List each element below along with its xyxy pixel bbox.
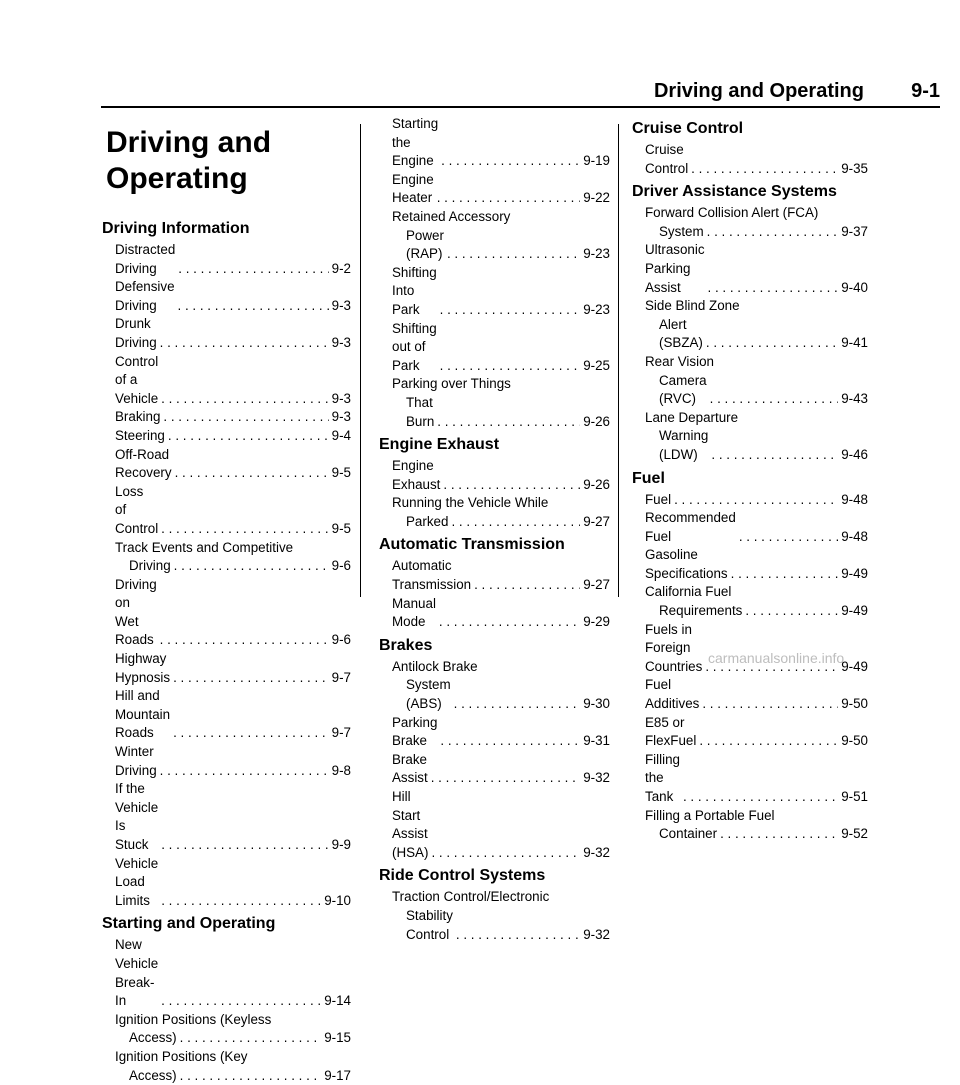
toc-entry-row — [379, 394, 610, 431]
section-heading-driver-assistance-systems: Driver Assistance Systems — [632, 183, 837, 201]
dot-leader — [437, 189, 580, 208]
toc-column-1 — [102, 115, 351, 1085]
toc-entry-label: Filling the Tank — [645, 751, 684, 804]
toc-list — [379, 115, 610, 944]
toc-entry-label: Recommended Fuel — [645, 510, 740, 544]
dot-leader — [161, 836, 328, 855]
toc-entry-label-line-1: Rear Vision — [645, 353, 714, 369]
toc-entry-page: 9-46 — [841, 446, 868, 462]
toc-entry[interactable] — [379, 264, 610, 320]
toc-entry-label-line-1: Filling a Portable Fuel — [645, 807, 775, 823]
toc-entry-label-line-1: Track Events and Competitive — [115, 539, 294, 555]
toc-entry-label-line-1: Running the Vehicle While — [392, 495, 549, 511]
toc-entry-row — [632, 241, 868, 297]
toc-entry-page: 9-50 — [841, 696, 868, 712]
toc-entry-label-line-1: Parking over Things — [392, 376, 511, 392]
toc-entry-row — [379, 320, 610, 376]
toc-entry-page: 9-30 — [583, 696, 610, 712]
toc-entry-label: Power (RAP) — [406, 227, 448, 262]
toc-entry-label: Starting the Engine — [392, 116, 442, 169]
toc-entry-page: 9-3 — [331, 334, 351, 350]
toc-entry-page: 9-48 — [841, 528, 868, 544]
toc-entry-page: 9-15 — [324, 1030, 351, 1046]
toc-entry-label: Parked — [406, 513, 449, 529]
section-heading-starting-and-operating: Starting and Operating — [102, 915, 276, 933]
toc-entry-row — [102, 315, 351, 352]
toc-entry-page: 9-26 — [583, 476, 610, 492]
toc-entry-row — [632, 751, 868, 807]
toc-entry-label: Gasoline Specifications — [645, 547, 728, 581]
section-heading-ride-control-systems: Ride Control Systems — [379, 867, 546, 885]
toc-entry[interactable] — [632, 714, 868, 751]
toc-entry-page: 9-35 — [841, 160, 868, 176]
toc-entry[interactable] — [379, 788, 610, 862]
toc-entry[interactable] — [102, 743, 351, 780]
toc-entry-label: That Burn — [406, 394, 437, 429]
toc-entry-label: System — [659, 223, 704, 239]
toc-entry-label: Defensive Driving — [115, 279, 179, 313]
toc-entry-row — [379, 907, 610, 944]
toc-entry-row — [102, 446, 351, 483]
toc-entry-label-line-1: Ignition Positions (Keyless — [115, 1011, 272, 1027]
toc-entry-row — [632, 509, 868, 546]
toc-entry-row — [102, 576, 351, 650]
toc-entry-page: 9-19 — [583, 153, 610, 169]
toc-entry-page: 9-23 — [583, 301, 610, 317]
toc-entry[interactable] — [102, 1048, 351, 1085]
toc-entry[interactable] — [102, 241, 351, 278]
toc-entry-label: Engine Heater — [392, 171, 438, 206]
dot-leader — [161, 892, 321, 911]
dot-leader — [456, 926, 580, 945]
dot-leader — [691, 160, 838, 179]
toc-entry[interactable] — [102, 408, 351, 427]
toc-entry-page: 9-37 — [841, 223, 868, 239]
toc-entry[interactable] — [632, 241, 868, 297]
toc-entry[interactable] — [379, 457, 610, 494]
toc-entry-page: 9-5 — [331, 520, 351, 536]
toc-entry-label-line-1: California Fuel — [645, 584, 732, 600]
toc-entry[interactable] — [102, 483, 351, 539]
toc-entry[interactable] — [102, 1011, 351, 1048]
toc-entry[interactable] — [379, 115, 610, 171]
dot-leader — [447, 245, 580, 264]
dot-leader — [173, 724, 329, 743]
dot-leader — [443, 476, 580, 495]
toc-entry-row — [632, 676, 868, 713]
toc-entry-page: 9-2 — [331, 260, 351, 276]
toc-list — [632, 119, 868, 844]
toc-entry[interactable] — [379, 714, 610, 751]
toc-entry-page: 9-49 — [841, 565, 868, 581]
toc-column-3 — [632, 115, 868, 844]
toc-entry-label: Stability Control — [406, 907, 457, 942]
toc-entry[interactable] — [632, 297, 868, 353]
toc-column-2 — [379, 115, 610, 944]
dot-leader — [168, 427, 329, 446]
toc-entry-label: Access) — [129, 1067, 177, 1083]
toc-entry-page: 9-6 — [331, 558, 351, 574]
toc-entry-page: 9-6 — [331, 632, 351, 648]
toc-entry-page: 9-52 — [841, 826, 868, 842]
toc-entry-page: 9-49 — [841, 603, 868, 619]
toc-entry-page: 9-25 — [583, 357, 610, 373]
chapter-title-line-1: Driving and — [106, 126, 272, 159]
toc-entry-label: Alert (SBZA) — [659, 316, 703, 351]
section-heading-brakes: Brakes — [379, 636, 433, 654]
toc-entry[interactable] — [379, 171, 610, 208]
toc-entry-label: Engine Exhaust — [392, 458, 441, 492]
toc-entry-label-line-1: Retained Accessory — [392, 208, 511, 224]
toc-entry-row — [102, 353, 351, 409]
dot-leader — [437, 413, 580, 432]
toc-entry[interactable] — [632, 751, 868, 807]
toc-entry-row — [632, 141, 868, 178]
toc-list — [102, 219, 351, 1085]
dot-leader — [439, 613, 580, 632]
dot-leader — [160, 631, 329, 650]
toc-entry[interactable] — [632, 676, 868, 713]
toc-entry-label: Braking — [115, 409, 161, 425]
chapter-title — [106, 125, 351, 197]
toc-entry-page: 9-29 — [583, 614, 610, 630]
dot-leader — [711, 446, 838, 465]
toc-entry[interactable] — [379, 751, 610, 788]
toc-entry-row — [379, 264, 610, 320]
toc-entry-label: Fuel — [645, 491, 672, 507]
toc-entry-row — [102, 1067, 351, 1085]
dot-leader — [175, 464, 329, 483]
toc-entry-label: Driving — [129, 558, 171, 574]
toc-entry-label: Fuel Additives — [645, 677, 700, 712]
toc-entry-label: Shifting Into Park — [392, 264, 441, 317]
toc-entry-label: Access) — [129, 1030, 177, 1046]
toc-entry-page: 9-32 — [583, 926, 610, 942]
toc-entry-page: 9-48 — [841, 491, 868, 507]
toc-entry-page: 9-32 — [583, 770, 610, 786]
dot-leader — [431, 769, 580, 788]
toc-entry-row — [632, 546, 868, 583]
toc-entry-label: Hill Start Assist (HSA) — [392, 789, 432, 860]
toc-entry-row — [102, 650, 351, 687]
toc-entry-label-line-1: Ignition Positions (Key — [115, 1048, 248, 1064]
dot-leader — [180, 1067, 322, 1085]
toc-entry-label: Requirements — [659, 603, 743, 619]
toc-entry[interactable] — [379, 494, 610, 531]
section-heading-engine-exhaust: Engine Exhaust — [379, 436, 500, 454]
toc-entry-row — [632, 372, 868, 409]
toc-entry[interactable] — [379, 375, 610, 431]
toc-entry[interactable] — [102, 576, 351, 650]
toc-entry-row — [379, 115, 610, 171]
toc-entry[interactable] — [632, 204, 868, 241]
toc-entry-page: 9-27 — [583, 577, 610, 593]
toc-entry-label: Manual Mode — [392, 595, 440, 630]
toc-entry-label: Vehicle Load Limits — [115, 855, 162, 908]
toc-entry-page: 9-32 — [583, 844, 610, 860]
toc-entry-row — [379, 788, 610, 862]
toc-entry-label-line-1: Traction Control/Electronic — [392, 889, 550, 905]
toc-entry-label: Cruise Control — [645, 142, 689, 176]
dot-leader — [683, 788, 838, 807]
toc-entry[interactable] — [379, 208, 610, 264]
toc-entry-page: 9-3 — [331, 297, 351, 313]
toc-entry-row — [379, 595, 610, 632]
section-heading-fuel: Fuel — [632, 469, 665, 487]
toc-entry-label-line-1: Side Blind Zone — [645, 298, 740, 314]
toc-entry[interactable] — [379, 595, 610, 632]
toc-entry[interactable] — [379, 557, 610, 594]
toc-entry[interactable] — [102, 687, 351, 743]
toc-entry-label: Loss of Control — [115, 483, 159, 536]
toc-entry-row — [102, 557, 351, 576]
toc-entry-page: 9-26 — [583, 413, 610, 429]
dot-leader — [707, 223, 839, 242]
toc-entry-label: Warning (LDW) — [659, 428, 713, 462]
section-heading-driving-information: Driving Information — [102, 220, 250, 237]
toc-entry-label: If the Vehicle Is Stuck — [115, 781, 162, 852]
toc-entry-label: Brake Assist — [392, 751, 430, 786]
toc-entry-page: 9-31 — [583, 733, 610, 749]
toc-entry-page: 9-4 — [331, 427, 351, 443]
dot-leader — [454, 695, 581, 714]
toc-entry[interactable] — [102, 353, 351, 409]
toc-entry-page: 9-10 — [324, 892, 351, 908]
dot-leader — [160, 762, 329, 781]
toc-entry-row — [379, 557, 610, 594]
toc-entry-label: Control of a Vehicle — [115, 353, 162, 406]
toc-entry-row — [102, 427, 351, 446]
toc-entry-row — [379, 714, 610, 751]
section-heading-automatic-transmission: Automatic Transmission — [379, 536, 565, 554]
toc-entry-page: 9-41 — [841, 335, 868, 351]
dot-leader — [739, 528, 838, 547]
toc-entry-label: Hill and Mountain Roads — [115, 688, 174, 741]
toc-entry-page: 9-9 — [331, 837, 351, 852]
toc-entry-label: Highway Hypnosis — [115, 651, 171, 685]
toc-entry-page: 9-43 — [841, 391, 868, 407]
toc-entry-row — [379, 171, 610, 208]
dot-leader — [431, 844, 580, 863]
toc-entry-row — [102, 687, 351, 743]
toc-entry-page: 9-3 — [331, 409, 351, 425]
toc-entry-page: 9-17 — [324, 1067, 351, 1083]
toc-entry[interactable] — [632, 141, 868, 178]
toc-entry-row — [102, 780, 351, 854]
toc-entry-label: Shifting out of Park — [392, 320, 441, 373]
toc-entry-label: Off-Road Recovery — [115, 446, 173, 481]
dot-leader — [440, 301, 581, 320]
dot-leader — [474, 576, 580, 595]
toc-entry[interactable] — [632, 621, 868, 677]
toc-entry-row — [632, 427, 868, 464]
toc-entry[interactable] — [632, 509, 868, 546]
toc-entry-row — [102, 855, 351, 911]
watermark: carmanualsonline.info — [708, 650, 845, 666]
toc-entry[interactable] — [102, 936, 351, 1010]
toc-entry-page: 9-23 — [583, 246, 610, 262]
toc-entry-page: 9-51 — [841, 789, 868, 804]
dot-leader — [441, 152, 580, 171]
toc-entry-page: 9-5 — [331, 465, 351, 481]
toc-entry-row — [632, 825, 868, 844]
dot-leader — [745, 602, 838, 621]
toc-entry-row — [379, 676, 610, 713]
dot-leader — [720, 825, 838, 844]
dot-leader — [699, 732, 838, 751]
column-divider-1 — [360, 124, 361, 597]
toc-entry-row — [632, 621, 868, 677]
running-header-page-number: 9-1 — [911, 80, 940, 102]
toc-entry[interactable] — [102, 780, 351, 854]
dot-leader — [708, 279, 839, 298]
toc-entry-label: Fuels in Foreign Countries — [645, 621, 703, 674]
toc-entry-page: 9-3 — [331, 390, 351, 406]
dot-leader — [160, 334, 329, 353]
toc-entry-row — [379, 227, 610, 264]
toc-entry-row — [102, 1029, 351, 1048]
toc-entry-row — [102, 278, 351, 315]
dot-leader — [180, 1029, 322, 1048]
toc-entry-label: Parking Brake — [392, 714, 442, 749]
toc-entry[interactable] — [102, 446, 351, 483]
toc-entry-row — [632, 491, 868, 510]
chapter-title-line-2: Operating — [106, 162, 248, 195]
toc-entry[interactable] — [379, 320, 610, 376]
toc-entry-row — [379, 457, 610, 494]
toc-entry-row — [632, 316, 868, 353]
toc-entry-row — [102, 483, 351, 539]
toc-entry-page: 9-22 — [583, 190, 610, 206]
toc-entry[interactable] — [102, 278, 351, 315]
dot-leader — [174, 557, 329, 576]
toc-entry[interactable] — [379, 658, 610, 714]
toc-entry[interactable] — [632, 491, 868, 510]
toc-entry[interactable] — [102, 427, 351, 446]
toc-entry[interactable] — [632, 409, 868, 465]
toc-entry-label: E85 or FlexFuel — [645, 714, 697, 749]
toc-entry-row — [102, 743, 351, 780]
toc-entry-label: Driving on Wet Roads — [115, 576, 161, 648]
toc-entry-row — [379, 513, 610, 532]
dot-leader — [161, 520, 328, 539]
toc-entry-label: Container — [659, 826, 718, 842]
dot-leader — [178, 297, 329, 316]
toc-entry-row — [102, 936, 351, 1010]
toc-entry-row — [632, 602, 868, 621]
toc-entry-page: 9-49 — [841, 658, 868, 674]
toc-entry-row — [632, 223, 868, 242]
toc-entry-page: 9-7 — [331, 669, 351, 685]
dot-leader — [440, 357, 581, 376]
toc-entry-row — [102, 408, 351, 427]
column-divider-2 — [618, 124, 619, 597]
section-heading-cruise-control: Cruise Control — [632, 120, 744, 137]
toc-entry[interactable] — [102, 855, 351, 911]
toc-entry[interactable] — [102, 539, 351, 576]
toc-entry-label-line-1: Forward Collision Alert (FCA) — [645, 205, 819, 221]
toc-entry-page: 9-40 — [841, 279, 868, 295]
dot-leader — [163, 408, 328, 427]
dot-leader — [706, 334, 838, 353]
toc-entry[interactable] — [379, 888, 610, 944]
toc-entry[interactable] — [632, 583, 868, 620]
toc-entry-page: 9-27 — [583, 513, 610, 529]
toc-entry-page: 9-7 — [331, 725, 351, 741]
dot-leader — [702, 695, 838, 714]
toc-entry-label: Winter Driving — [115, 744, 158, 778]
toc-entry-label: New Vehicle Break-In — [115, 937, 162, 1009]
header-rule — [101, 106, 940, 108]
toc-entry-row — [632, 714, 868, 751]
toc-entry-label: System (ABS) — [406, 677, 455, 712]
dot-leader — [710, 390, 839, 409]
toc-entry-label: Steering — [115, 427, 165, 443]
dot-leader — [161, 992, 321, 1011]
toc-entry[interactable] — [632, 807, 868, 844]
toc-entry-label: Camera (RVC) — [659, 372, 711, 407]
dot-leader — [178, 260, 328, 279]
toc-entry[interactable] — [102, 315, 351, 352]
toc-entry-label: Ultrasonic Parking Assist — [645, 242, 709, 295]
dot-leader — [451, 513, 580, 532]
toc-entry-page: 9-8 — [331, 762, 351, 778]
dot-leader — [674, 491, 838, 510]
toc-entry-label: Drunk Driving — [115, 316, 157, 350]
toc-entry-page: 9-50 — [841, 733, 868, 749]
page-header — [0, 0, 960, 108]
dot-leader — [173, 669, 329, 688]
toc-entry[interactable] — [632, 353, 868, 409]
running-header-title: Driving and Operating — [653, 80, 864, 102]
toc-entry[interactable] — [102, 650, 351, 687]
dot-leader — [440, 732, 580, 751]
dot-leader — [161, 390, 328, 409]
toc-entry-label: Automatic Transmission — [392, 558, 472, 593]
toc-entry-page: 9-14 — [324, 993, 351, 1009]
toc-entry-label-line-1: Antilock Brake — [392, 658, 478, 674]
toc-entry-row — [379, 751, 610, 788]
toc-entry[interactable] — [632, 546, 868, 583]
toc-entry-label-line-1: Lane Departure — [645, 409, 739, 425]
toc-entry-row — [102, 241, 351, 278]
dot-leader — [731, 565, 839, 584]
toc-entry-label: Distracted Driving — [115, 242, 180, 276]
